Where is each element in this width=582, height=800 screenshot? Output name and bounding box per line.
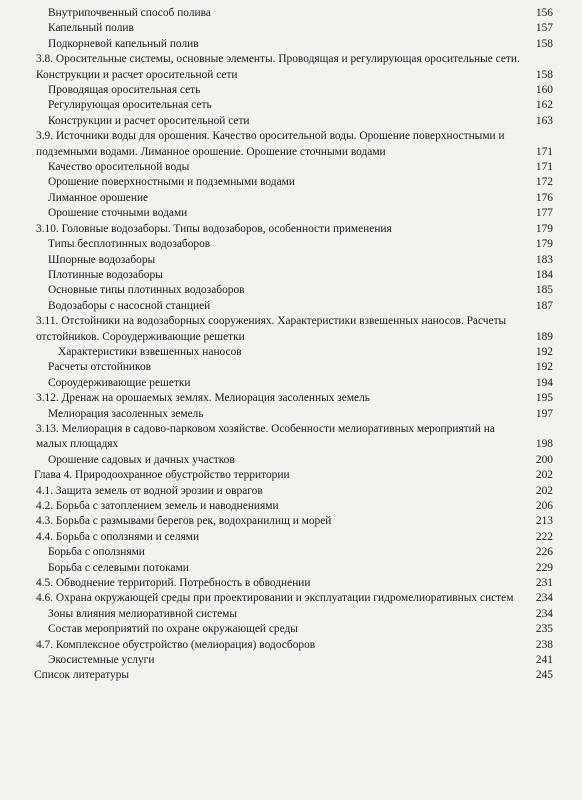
- toc-page-number: 183: [535, 253, 553, 266]
- toc-entry: [0, 206, 582, 221]
- toc-page-number: 189: [535, 330, 553, 343]
- toc-entry: [0, 530, 582, 545]
- toc-page-number: 171: [535, 161, 553, 174]
- toc-entry: [0, 607, 582, 622]
- toc-page-number: 163: [535, 114, 553, 127]
- toc-entry: [0, 222, 582, 237]
- toc-page-number: 184: [535, 268, 553, 281]
- toc-entry: [0, 561, 582, 576]
- toc-entry: [0, 360, 582, 375]
- toc-entry-title: Борьба с селевыми потоками: [48, 561, 189, 574]
- toc-entry-title: Лиманное орошение: [48, 191, 149, 204]
- toc-page-number: 179: [535, 222, 553, 235]
- toc-page-number: 231: [535, 577, 553, 590]
- toc-entry-title: Основные типы плотинных водозаборов: [48, 284, 245, 297]
- toc-entry: [0, 391, 582, 406]
- toc-entry-title: Регулирующая оросительная сеть: [48, 99, 212, 112]
- toc-entry: [0, 591, 582, 606]
- toc-entry-title: Характеристики взвешенных наносов: [58, 345, 242, 358]
- toc-entry-title: Орошение сточными водами: [48, 207, 188, 220]
- toc-page-number: 238: [535, 638, 553, 651]
- toc-entry-title: Шпорные водозаборы: [48, 253, 156, 266]
- toc-entry: [0, 484, 582, 499]
- toc-page-number: 162: [535, 99, 553, 112]
- toc-entry: [0, 237, 582, 252]
- toc-entry-title: Подкорневой капельный полив: [48, 37, 199, 50]
- toc-entry-title: 3.11. Отстойники на водозаборных сооружениях. Характеристики взвешенных наносов. Расчеты отстойников. Сороудерживающие решетки: [36, 315, 507, 343]
- toc-page-number: 234: [535, 592, 553, 605]
- toc-entry-title: Качество оросительной воды: [48, 161, 190, 174]
- toc-entry-title: 4.7. Комплексное обустройство (мелиорация) водосборов: [36, 638, 316, 651]
- toc-page-number: 222: [535, 530, 553, 543]
- toc-entry-title: Экосистемные услуги: [48, 654, 155, 667]
- toc-entry: [0, 576, 582, 591]
- toc-entry: [0, 160, 582, 175]
- toc-entry: [0, 253, 582, 268]
- toc-entry-title: Орошение садовых и дачных участков: [48, 453, 235, 466]
- toc-page-number: 234: [535, 607, 553, 620]
- toc-page-number: 160: [535, 84, 553, 97]
- toc-entry-title: 3.13. Мелиорация в садово-парковом хозяйстве. Особенности мелиоративных мероприятий на малых площадях: [36, 422, 495, 451]
- toc-entry-title: 4.4. Борьба с оползнями и селями: [36, 530, 200, 543]
- toc-entry-title: Водозаборы с насосной станцией: [48, 299, 211, 312]
- toc-entry-title: Проводящая оросительная сеть: [48, 84, 201, 97]
- toc-entry: [0, 422, 582, 453]
- toc-entry-title: 3.8. Оросительные системы, основные элементы. Проводящая и регулирующая оросительные сети. Конструкции и расчет оросительной сети: [36, 53, 520, 81]
- toc-entry: [0, 622, 582, 637]
- toc-page-number: 245: [535, 669, 553, 682]
- toc-page-number: 179: [535, 238, 553, 251]
- toc-entry: [0, 191, 582, 206]
- toc-page-number: 187: [535, 299, 553, 312]
- table-of-contents: [0, 6, 582, 684]
- toc-entry: [0, 468, 582, 483]
- toc-entry: [0, 376, 582, 391]
- toc-entry: [0, 175, 582, 190]
- toc-entry-title: 4.5. Обводнение территорий. Потребность в обводнении: [36, 577, 311, 590]
- toc-entry-title: Сороудерживающие решетки: [48, 376, 191, 389]
- toc-page-number: 158: [535, 37, 553, 50]
- toc-entry: [0, 345, 582, 360]
- toc-entry: [0, 83, 582, 98]
- toc-entry-title: Капельный полив: [48, 22, 134, 35]
- toc-entry: [0, 98, 582, 113]
- toc-page-number: 192: [535, 361, 553, 374]
- toc-entry-title: Состав мероприятий по охране окружающей среды: [48, 623, 298, 636]
- toc-page-number: 176: [535, 191, 553, 204]
- toc-entry: [0, 638, 582, 653]
- toc-entry-title: 3.12. Дренаж на орошаемых землях. Мелиорация засоленных земель: [36, 392, 370, 405]
- toc-entry-title: Внутрипочвенный способ полива: [48, 7, 211, 19]
- toc-entry: [0, 499, 582, 514]
- toc-entry-title: Плотинные водозаборы: [48, 268, 163, 281]
- toc-entry-title: Борьба с оползнями: [48, 546, 145, 559]
- toc-entry-title: Зоны влияния мелиоративной системы: [48, 607, 238, 620]
- toc-page-number: 195: [535, 392, 553, 405]
- toc-page-number: 213: [535, 515, 553, 528]
- toc-page-number: 172: [535, 176, 553, 189]
- toc-entry: [0, 52, 582, 83]
- toc-entry: [0, 668, 582, 683]
- toc-page-number: 202: [535, 484, 553, 497]
- toc-entry: [0, 283, 582, 298]
- toc-entry: [0, 407, 582, 422]
- toc-entry: [0, 268, 582, 283]
- toc-entry-title: Конструкции и расчет оросительной сети: [48, 114, 250, 127]
- toc-entry-title: 3.10. Головные водозаборы. Типы водозаборов, особенности применения: [36, 222, 392, 235]
- toc-page-number: 156: [535, 7, 553, 19]
- toc-entry: [0, 299, 582, 314]
- toc-entry: [0, 314, 582, 345]
- toc-entry-title: 4.1. Защита земель от водной эрозии и оврагов: [36, 484, 263, 497]
- toc-page-number: 185: [535, 284, 553, 297]
- toc-entry-title: 3.9. Источники воды для орошения. Качество оросительной воды. Орошение поверхностными и подземными водами. Лиманное орошение. Орошение сточными водами: [36, 130, 505, 158]
- toc-page-number: 206: [535, 500, 553, 512]
- toc-page-number: 157: [535, 22, 553, 35]
- toc-entry-title: Глава 4. Природоохранное обустройство территории: [34, 469, 290, 482]
- toc-page-number: 197: [535, 407, 553, 420]
- toc-page-number: 192: [535, 345, 553, 358]
- toc-page-number: 241: [535, 654, 553, 667]
- toc-entry-title: Типы бесплотинных водозаборов: [48, 238, 211, 251]
- toc-entry-title: Список литературы: [34, 669, 130, 682]
- toc-entry: [0, 545, 582, 560]
- toc-entry-title: 4.6. Охрана окружающей среды при проектировании и эксплуатации гидромелиоративных систем: [36, 592, 514, 605]
- toc-page-number: 171: [535, 145, 553, 158]
- toc-page-number: 226: [535, 546, 553, 559]
- toc-entry-title: Расчеты отстойников: [48, 361, 152, 374]
- toc-page-number: 198: [535, 438, 553, 451]
- toc-entry-title: 4.2. Борьба с затоплением земель и наводнениями: [36, 500, 279, 512]
- toc-entry: [0, 129, 582, 160]
- toc-page-number: 194: [535, 376, 553, 389]
- toc-page-number: 235: [535, 623, 553, 636]
- toc-page-number: 200: [535, 453, 553, 466]
- toc-entry: [0, 21, 582, 36]
- toc-entry: [0, 37, 582, 52]
- toc-entry: [0, 514, 582, 529]
- toc-entry-title: 4.3. Борьба с размывами берегов рек, водохранилищ и морей: [36, 515, 332, 528]
- toc-entry: [0, 114, 582, 129]
- toc-entry: [0, 453, 582, 468]
- toc-page-number: 177: [535, 207, 553, 220]
- toc-page-number: 229: [535, 561, 553, 574]
- toc-entry: [0, 653, 582, 668]
- toc-page-number: 202: [535, 469, 553, 482]
- toc-entry: [0, 6, 582, 21]
- toc-entry-title: Орошение поверхностными и подземными водами: [48, 176, 295, 189]
- toc-page-number: 158: [535, 68, 553, 81]
- toc-entry-title: Мелиорация засоленных земель: [48, 407, 204, 420]
